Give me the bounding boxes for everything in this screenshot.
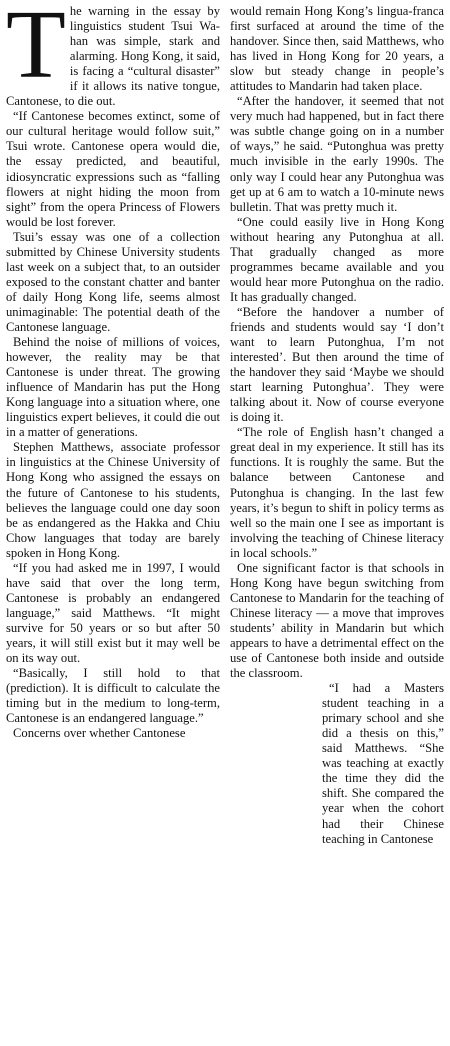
left-column (6, 0, 220, 1042)
paragraph-15 (230, 681, 444, 847)
paragraph-6: “If you had asked me in 1997, I would have said that over the long term, Cantonese is probably an endangered language,” said Matthews. “It might survive for 50 years or so but after 50 years, it will still exist but it may well be on its way out. (6, 560, 220, 666)
wrap-shape (230, 711, 322, 1042)
paragraph-9: would remain Hong Kong’s lingua-franca first surfaced at around the time of the handover. Since then, said Matthews, who has lived in Hong Kong for 20 years, a slow but steady change in people’s attitudes to Mandarin had taken place. (230, 4, 444, 94)
paragraph-3: Tsui’s essay was one of a collection submitted by Chinese University students last week on a subject that, to an outsider exposed to the constant chatter and banter of daily Hong Kong life, seems almost unimaginable: The potential death of the Cantonese language. (6, 229, 220, 334)
paragraph-11: “One could easily live in Hong Kong without hearing any Putonghua at all. That gradually changed as more programmes became available and you would hear more Putonghua on the radio. It has gradually changed. (230, 214, 444, 304)
right-column (230, 4, 444, 1042)
paragraph-2: “If Cantonese becomes extinct, some of our cultural heritage would follow suit,” Tsui wrote. Cantonese opera would die, the essay predicted, and beautiful, idiosyncratic expressions such as “falling flowers at night hiding the moon from sight” from the opera Princess of Flowers would be lost forever. (6, 109, 220, 229)
paragraph-10: “After the handover, it seemed that not very much had happened, but in fact there was subtle change going on in a number of ways,” he said. “Putonghua was pretty much invisible in the early 1990s. The only way I could hear any Putonghua was get up at 6 am to watch a 10-minute news bulletin. That was pretty much it. (230, 94, 444, 214)
paragraph-4: Behind the noise of millions of voices, however, the reality may be that Cantonese is under threat. The growing influence of Mandarin has put the Hong Kong language into a situation where, one linguistics expert believes, it could die out in a matter of generations. (6, 335, 220, 440)
article (6, 0, 444, 1042)
paragraph-1-text: he warning in the essay by linguistics student Tsui Wa-han was simple, stark and alarming. Hong Kong, it said, is facing a “cultural disaster” if it allows its native tongue, Cantonese, to die out. (6, 4, 220, 109)
paragraph-13: “The role of English hasn’t changed a great deal in my experience. It still has its functions. It is roughly the same. But the balance between Cantonese and Putonghua is changing. In the last few years, it’s begun to shift in policy terms as well so the main one I see as important is involving the teaching of Chinese literacy in local schools.” (230, 425, 444, 560)
paragraph-1 (6, 0, 220, 109)
paragraph-8: Concerns over whether Cantonese (13, 726, 186, 741)
paragraph-12: “Before the handover a number of friends and students would say ‘I don’t want to learn Putonghua, I’m not interested’. But then around the time of the handover they said ‘Maybe we should start learning Putonghua’. They were talking about it. Now of course everyone is doing it. (230, 304, 444, 425)
drop-cap: T (6, 0, 66, 99)
paragraph-14: One significant factor is that schools in Hong Kong have begun switching from Cantonese to Mandarin for the teaching of Chinese literacy — a move that improves students’ ability in Mandarin but which appears to have a detrimental effect on the use of Cantonese both inside and outside the classroom. (230, 560, 444, 681)
paragraph-5: Stephen Matthews, associate professor in linguistics at the Chinese University of Hong Kong who assigned the essays on the future of Cantonese to his students, believes the language could one day soon be as endangered as the Hakka and Chiu Chow languages that today are barely spoken in Hong Kong. (6, 440, 220, 560)
paragraph-15-text: “I had a Masters student teaching in a primary school and she did a thesis on this,” said Matthews. “She was teaching at exactly the time they did the shift. She compared the year when the cohort had their Chinese teaching in Cantonese (322, 681, 444, 846)
paragraph-7: “Basically, I still hold to that (prediction). It is difficult to calculate the timing but in the medium to long-term, Cantonese is an endangered language.” (6, 666, 220, 726)
